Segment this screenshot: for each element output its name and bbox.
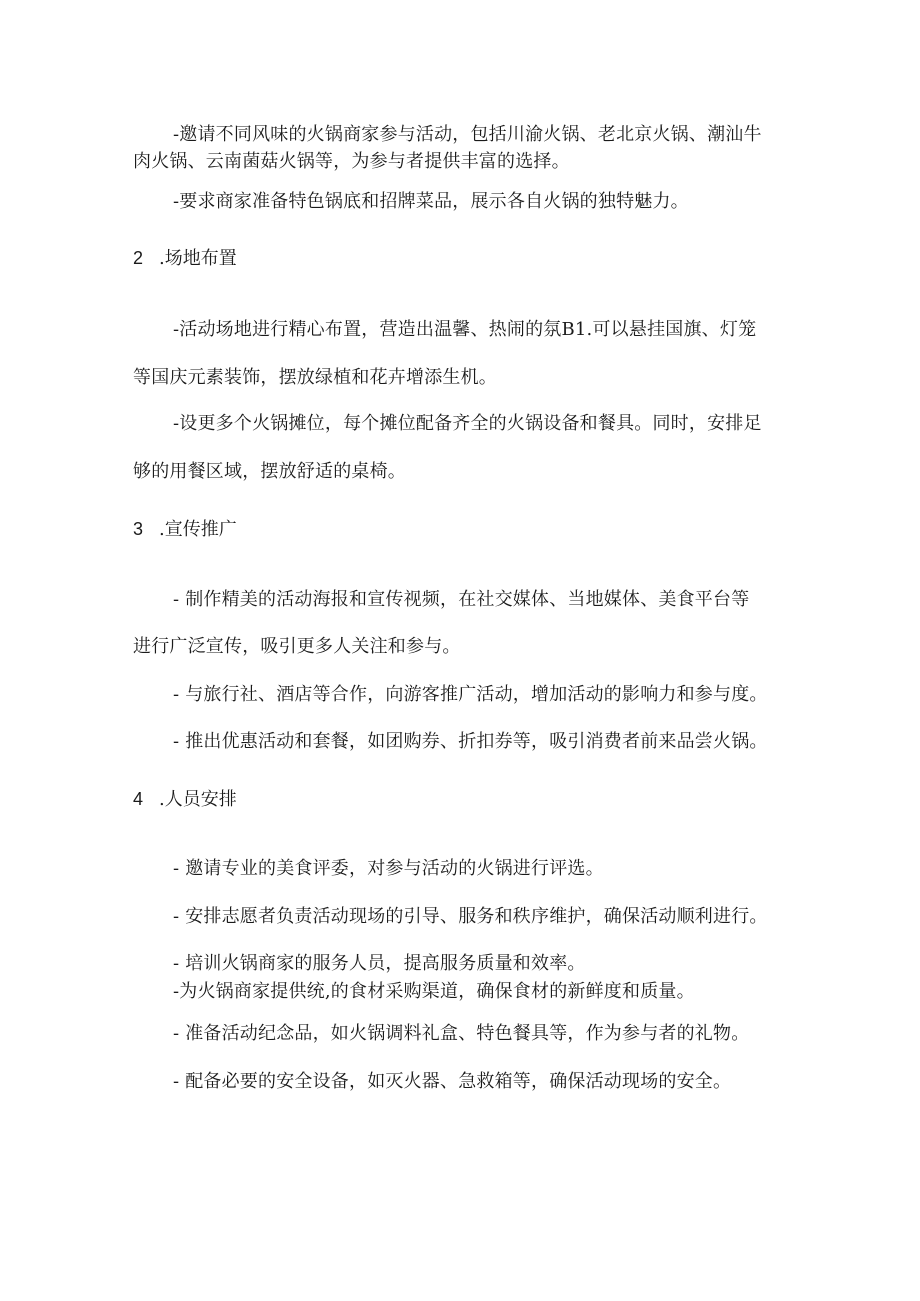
s3-paragraph-1-line-1: - 制作精美的活动海报和宣传视频，在社交媒体、当地媒体、美食平台等 xyxy=(173,589,750,610)
s1-paragraph-1-line-1: -邀请不同风味的火锅商家参与活动，包括川渝火锅、老北京火锅、潮汕牛 xyxy=(173,124,762,145)
section-number: 4 xyxy=(133,789,144,809)
s2-paragraph-1-line-2: 等国庆元素装饰，摆放绿植和花卉增添生机。 xyxy=(133,367,497,388)
section-title: .宣传推广 xyxy=(159,519,237,540)
s4-paragraph-4: -为火锅商家提供统,的食材采购渠道，确保食材的新鲜度和质量。 xyxy=(173,981,695,1002)
s4-paragraph-1: - 邀请专业的美食评委，对参与活动的火锅进行评选。 xyxy=(173,858,604,879)
s3-paragraph-2: - 与旅行社、酒店等合作，向游客推广活动，增加活动的影响力和参与度。 xyxy=(173,684,768,705)
s1-paragraph-2: -要求商家准备特色锅底和招牌菜品，展示各自火锅的独特魅力。 xyxy=(173,191,689,212)
s3-paragraph-1-line-2: 进行广泛宣传，吸引更多人关注和参与。 xyxy=(133,636,461,657)
s4-paragraph-3: - 培训火锅商家的服务人员，提高服务质量和效率。 xyxy=(173,953,586,974)
section-heading-2 xyxy=(133,244,237,273)
s2-paragraph-1-line-1: -活动场地进行精心布置，营造出温馨、热闹的氛B1.可以悬挂国旗、灯笼 xyxy=(173,319,757,340)
s1-paragraph-1-line-2: 肉火锅、云南菌菇火锅等，为参与者提供丰富的选择。 xyxy=(133,151,570,172)
s3-paragraph-3: - 推出优惠活动和套餐，如团购券、折扣券等，吸引消费者前来品尝火锅。 xyxy=(173,731,768,752)
s2-paragraph-2-line-2: 够的用餐区域，摆放舒适的桌椅。 xyxy=(133,461,406,482)
s4-paragraph-6: - 配备必要的安全设备，如灭火器、急救箱等，确保活动现场的安全。 xyxy=(173,1071,732,1092)
section-heading-3 xyxy=(133,515,237,544)
s4-paragraph-5: - 准备活动纪念品，如火锅调料礼盒、特色餐具等，作为参与者的礼物。 xyxy=(173,1023,750,1044)
s2-paragraph-2-line-1: -设更多个火锅摊位，每个摊位配备齐全的火锅设备和餐具。同时，安排足 xyxy=(173,413,762,434)
s4-paragraph-2: - 安排志愿者负责活动现场的引导、服务和秩序维护，确保活动顺利进行。 xyxy=(173,906,768,927)
section-title: .场地布置 xyxy=(159,248,237,269)
section-number: 2 xyxy=(133,248,144,268)
section-number: 3 xyxy=(133,519,144,539)
section-heading-4 xyxy=(133,785,237,814)
section-title: .人员安排 xyxy=(159,789,237,810)
